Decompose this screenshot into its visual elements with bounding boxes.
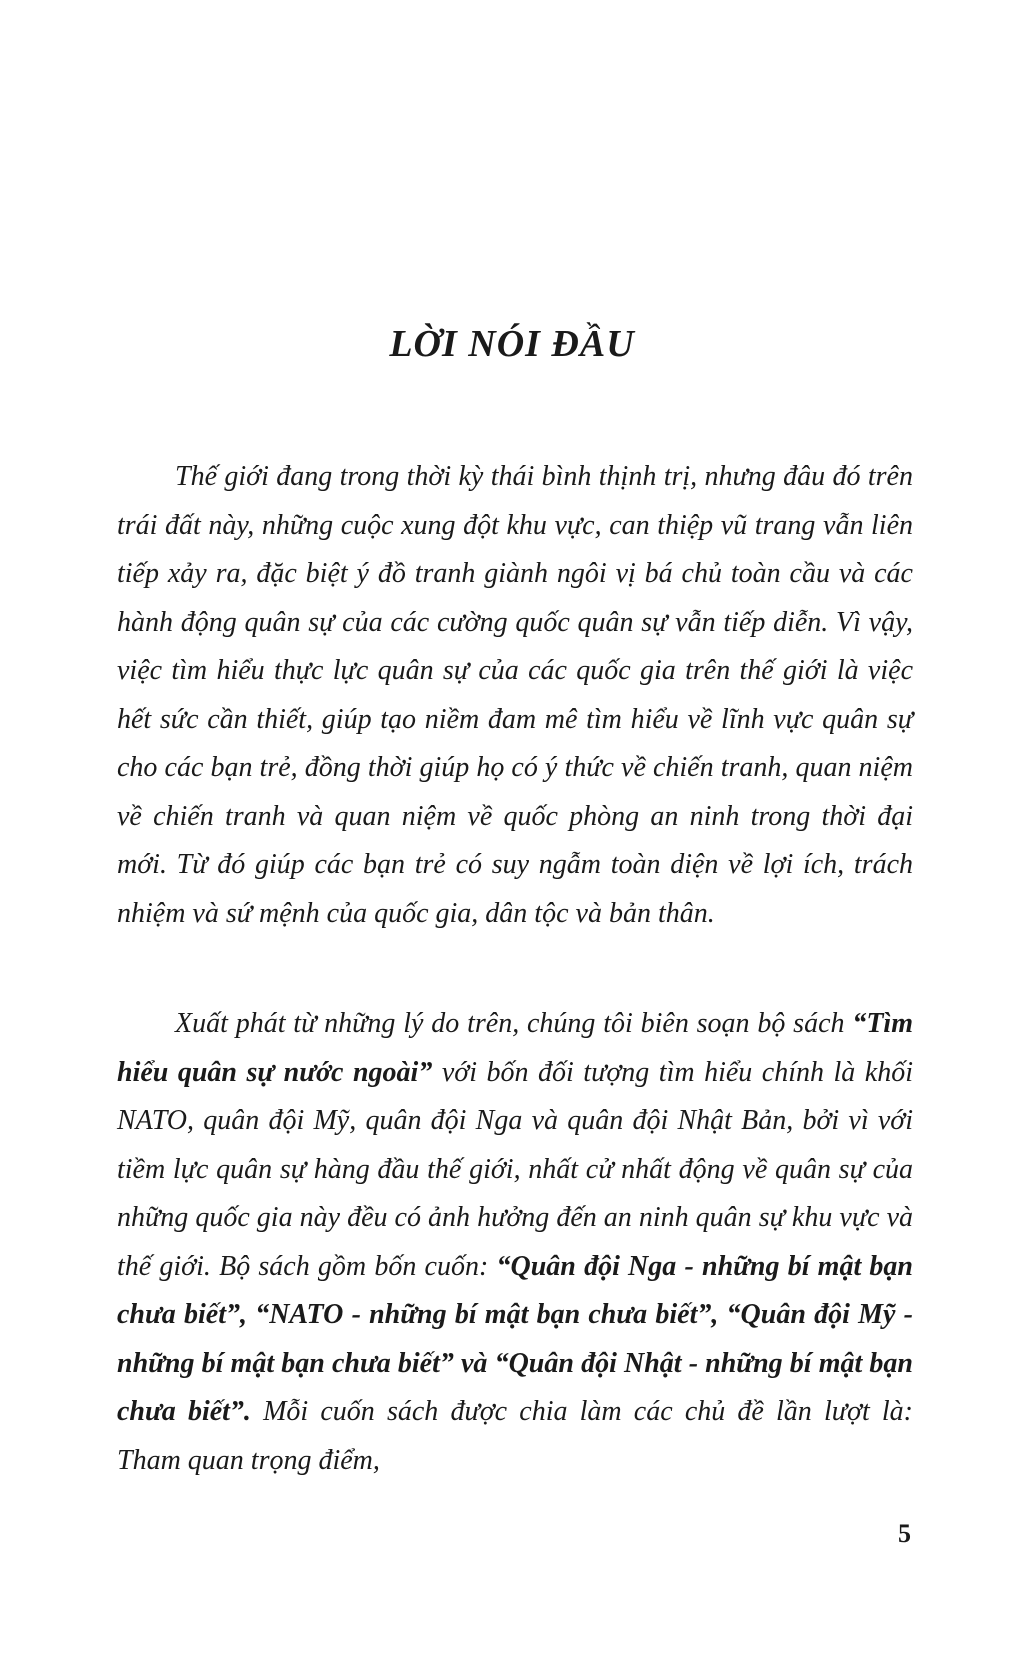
paragraph-2-intro: Xuất phát từ những lý do trên, chúng tôi biên soạn bộ sách	[175, 1008, 853, 1039]
paragraph-2-middle: với bốn đối tượng tìm hiểu chính là khối NATO, quân đội Mỹ, quân đội Nga và quân đội Nhật Bản, bởi vì với tiềm lực quân sự hàng đầu thế giới, nhất cử nhất động về quân sự của những quốc gia này đều có ảnh hưởng đến an ninh quân sự khu vực và thế giới. Bộ sách gồm bốn cuốn:	[117, 1056, 913, 1282]
paragraph-2-ending: Mỗi cuốn sách được chia làm các chủ đề lần lượt là: Tham quan trọng điểm,	[117, 1396, 914, 1476]
series-title: “Tìm hiểu quân sự nước ngoài”	[117, 1008, 913, 1088]
paragraph-1-text: Thế giới đang trong thời kỳ thái bình thịnh trị, nhưng đâu đó trên trái đất này, những cuộc xung đột khu vực, can thiệp vũ trang vẫn liên tiếp xảy ra, đặc biệt ý đồ tranh giành ngôi vị bá chủ toàn cầu và các hành động quân sự của các cường quốc quân sự vẫn tiếp diễn. Vì vậy, việc tìm hiểu thực lực quân sự của các quốc gia trên thế giới là việc hết sức cần thiết, giúp tạo niềm đam mê tìm hiểu về lĩnh vực quân sự cho các bạn trẻ, đồng thời giúp họ có ý thức về chiến tranh, quan niệm về chiến tranh và quan niệm về quốc phòng an ninh trong thời đại mới. Từ đó giúp các bạn trẻ có suy ngẫm toàn diện về lợi ích, trách nhiệm và sứ mệnh của quốc gia, dân tộc và bản thân.	[117, 461, 913, 929]
paragraph-2	[117, 1000, 913, 1485]
paragraph-1	[117, 453, 913, 938]
page-title: LỜI NÓI ĐẦU	[389, 323, 635, 365]
book-titles: “Quân đội Nga - những bí mật bạn chưa biết”, “NATO - những bí mật bạn chưa biết”, “Quân đội Mỹ - những bí mật bạn chưa biết” và “Quân đội Nhật - những bí mật bạn chưa biết”.	[117, 1250, 914, 1427]
page-number: 5	[898, 1519, 911, 1548]
